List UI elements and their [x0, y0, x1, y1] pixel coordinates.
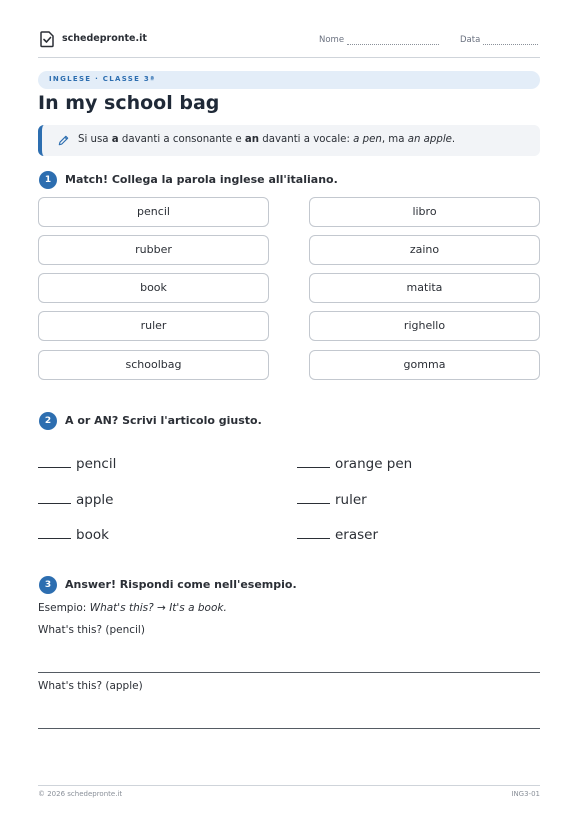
site-name: schedepronte.it — [62, 33, 147, 44]
match-right-item[interactable]: libro — [309, 197, 540, 227]
match-right-item[interactable]: righello — [309, 311, 540, 341]
subject-label: INGLESE · CLASSE 3ª — [49, 75, 156, 83]
footer-copyright: © 2026 schedepronte.it — [38, 790, 123, 798]
answer-blank[interactable] — [38, 538, 71, 539]
example-line: Esempio: What's this? → It's a book. — [38, 602, 227, 614]
footer-code: ING3-01 — [511, 790, 540, 798]
name-field[interactable] — [319, 35, 439, 45]
match-left-item[interactable]: pencil — [38, 197, 269, 227]
section-3-title: Answer! Rispondi come nell'esempio. — [65, 578, 297, 591]
checklist-logo-icon — [38, 30, 56, 48]
subject-banner — [38, 71, 540, 89]
match-right-item[interactable]: zaino — [309, 235, 540, 265]
article-item[interactable]: ruler — [297, 492, 367, 508]
tip-box — [38, 125, 540, 156]
match-left-item[interactable]: book — [38, 273, 269, 303]
article-item[interactable]: pencil — [38, 456, 116, 472]
match-left-item[interactable]: ruler — [38, 311, 269, 341]
pencil-icon — [57, 134, 70, 147]
answer-blank[interactable] — [297, 467, 330, 468]
article-item[interactable]: orange pen — [297, 456, 412, 472]
match-left-item[interactable]: schoolbag — [38, 350, 269, 380]
answer-blank[interactable] — [38, 503, 71, 504]
section-1-title: Match! Collega la parola inglese all'italiano. — [65, 173, 338, 186]
match-right-item[interactable]: matita — [309, 273, 540, 303]
answer-line-2[interactable] — [38, 728, 540, 729]
match-right-item[interactable]: gomma — [309, 350, 540, 380]
match-left-item[interactable]: rubber — [38, 235, 269, 265]
section-3-number: 3 — [39, 576, 57, 594]
section-2-title: A or AN? Scrivi l'articolo giusto. — [65, 414, 262, 427]
answer-line-1[interactable] — [38, 672, 540, 673]
date-field[interactable] — [460, 35, 538, 45]
name-line — [347, 37, 439, 45]
page-header — [38, 30, 540, 58]
section-2-number: 2 — [39, 412, 57, 430]
answer-blank[interactable] — [297, 503, 330, 504]
date-line — [483, 37, 538, 45]
name-label: Nome — [319, 35, 345, 45]
page-title: In my school bag — [38, 92, 220, 114]
section-1-number: 1 — [39, 171, 57, 189]
answer-blank[interactable] — [297, 538, 330, 539]
article-item[interactable]: eraser — [297, 527, 378, 543]
article-item[interactable]: apple — [38, 492, 113, 508]
answer-blank[interactable] — [38, 467, 71, 468]
tip-text: Si usa a davanti a consonante e an davanti a vocale: a pen, ma an apple. — [78, 134, 456, 145]
article-item[interactable]: book — [38, 527, 109, 543]
question-2: What's this? (apple) — [38, 680, 143, 692]
question-1: What's this? (pencil) — [38, 624, 145, 636]
date-label: Data — [460, 35, 481, 45]
footer-divider — [38, 785, 540, 786]
